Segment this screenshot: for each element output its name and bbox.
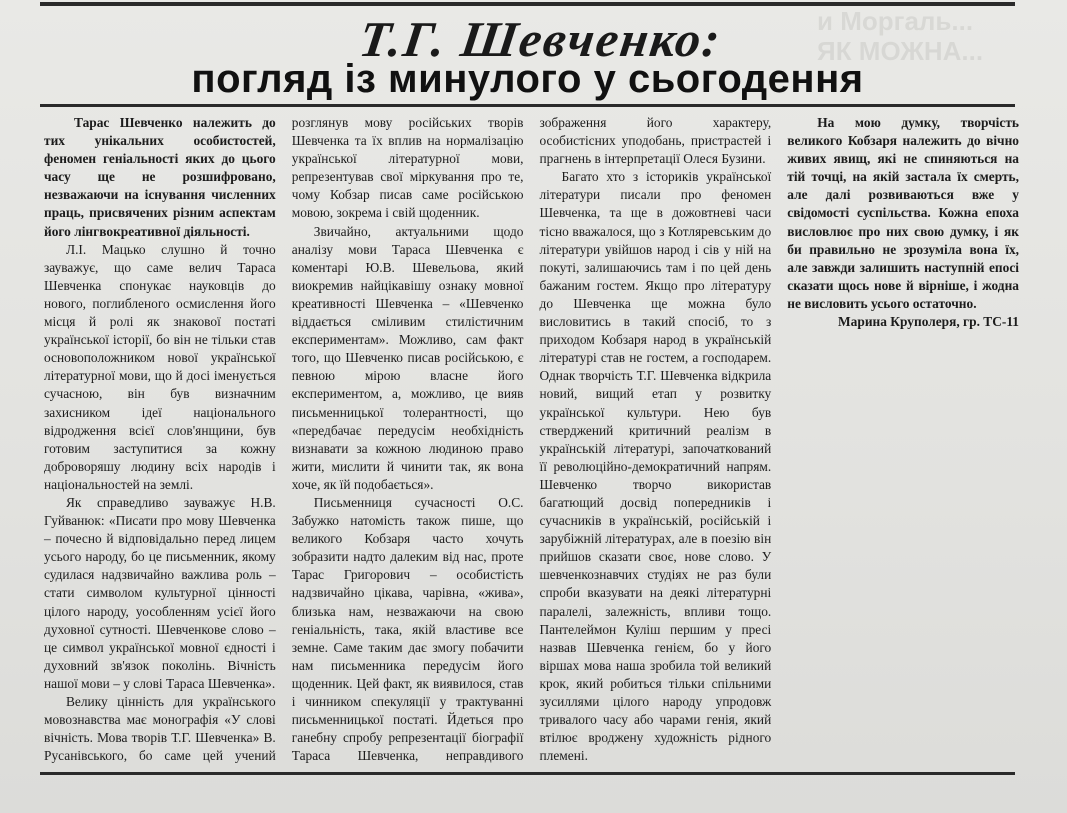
lead-paragraph: Тарас Шевченко належить до тих унікальних особистостей, феномен геніальності яких до цього часу ще не розшифровано, незважаючи на існування численних праць, присвячених різним аспектам його лінгвокреативної діяльності. (44, 115, 276, 239)
article-paragraph: Звичайно, актуальними щодо аналізу мови Тараса Шевченка є коментарі Ю.В. Шевельова, який виокремив найцікавішу ознаку мовної креативності Шевченка – «Шевченко віддається сміливим стилістичним експериментам». Можливо, сам факт того, що Шевченко писав російською, є певною мірою власне його експериментом, а, можливо, це вияв письменницької толерантності, що «передбачає передусім необхідність визнавати за кожною людиною право жити, мислити й чинити так, як вона хоче, як їй подобається». (291, 223, 524, 492)
headline-name: Т.Г. Шевченко: (356, 11, 726, 67)
author-signature: Марина Круполеря, гр. ТС-11 (838, 314, 1019, 330)
article-paragraph: Велику цінність для українського мовознавства має монографія «У слові вічність. Мова творів Т.Г. Шевченка» В. Русанівського, бо саме цей учений розглянув мову російських творів Шевченка та їх вплив на нормалізацію української літературної мови, репрезентував свої міркування про те, чому Кобзар писав саме російською мовою, зокрема і свій щоденник. (44, 115, 524, 764)
headline-subtitle: погляд із минулого у сьогодення (191, 57, 864, 101)
headline-rule (40, 104, 1015, 107)
conclusion-paragraph: На мою думку, творчість великого Кобзаря належить до вічно живих явищ, які не спиняються на тій точці, на якій застала їх смерть, але далі розвиваються вже у свідомості суспільства. Кожна епоха висловлює про них свою думку, і як би правильно не зрозуміла вона їх, але завжди залишить наступній епосі сказати щось нове й вірніше, і жодна не висловить усього остаточно. (787, 115, 1019, 311)
bleed-through-text: и Моргаль... ЯК МОЖНА... (817, 6, 984, 66)
article-paragraph: Багато хто з істориків української літератури писали про феномен Шевченка, та ще в дожовтневі часи тісно вважалося, що з Котляревським до літератури увійшов народ і сів у ній на покуті, залишаючись там і по цей день бажаним гостем. Якщо про літературу до Шевченка ще можна було висловитись в такий спосіб, то з приходом Кобзаря народ в українській літературі став не гостем, а господарем. Однак творчість Т.Г. Шевченка відкрила новий, вищий етап у розвитку української культури. Нею був стверджений критичний реалізм в українській літературі, започаткований її революційно-демократичний напрям. Шевченко творчо використав багатющий досвід попередників і сучасників в українській, російській і зарубіжній літературах, але в поезію він прийшов сказати своє, нове слово. У шевченкознавчих студіях не раз були спроби вказувати на деякі літературні паралелі, залежність, впливи тощо. Пантелеймон Куліш першим у пресі назвав Шевченка генієм, бо у його віршах мова наша зробила той великий крок, який робиться тільки спільними зусиллями цілого народу упродовж тривалого часу або чарами генія, який втілює вроджену художність рідного племені. (539, 169, 772, 764)
bottom-rule (40, 772, 1015, 775)
article-body (44, 114, 1019, 768)
article-paragraph: Як справедливо зауважує Н.В. Гуйванюк: «Писати про мову Шевченка – почесно й відповідально перед лицем усього народу, бо це письменник, якому судилася надзвичайно важлива роль – стати символом культурної цінності цілого народу, уособленням усієї його духовної сутності. Шевченкове слово – це символ української мовної єдності і духовний зв'язок поколінь. Вічність нашої мови – у слові Тараса Шевченка». (44, 494, 276, 691)
article-paragraph: Письменниця сучасності О.С. Забужко натомість також пише, що великого Кобзаря часто хочуть зобразити надто далеким від нас, проте Тарас Григорович – особистість надзвичайно цікава, чарівна, «жива», близька нам, незважаючи на свою геніальність, така, якій властиве все земне. Саме таким дає змогу побачити нам письменника передусім його щоденник. Цей факт, як виявилося, став і чинником спекуляції у трактуванні письменницької постаті. Йдеться про ганебну спробу репрезентації біографії Тараса Шевченка, неправдивого зображення його характеру, особистісних уподобань, пристрастей і прагнень в інтерпретації Олеся Бузини. (291, 115, 772, 764)
article-paragraph: Л.І. Мацько слушно й точно зауважує, що саме велич Тараса Шевченка спонукає науковців до нового, поглибленого осмислення його місця й ролі як знакової постаті української історії, бо він не тільки став основоположником нової української літературної мови, що й досі іменується сучасною, він був визначним захисником ідеї національного відродження всієї слов'янщини, був готовим заступитися за кожну доброворяшу людину всіх народів і національностей на землі. (44, 241, 276, 492)
